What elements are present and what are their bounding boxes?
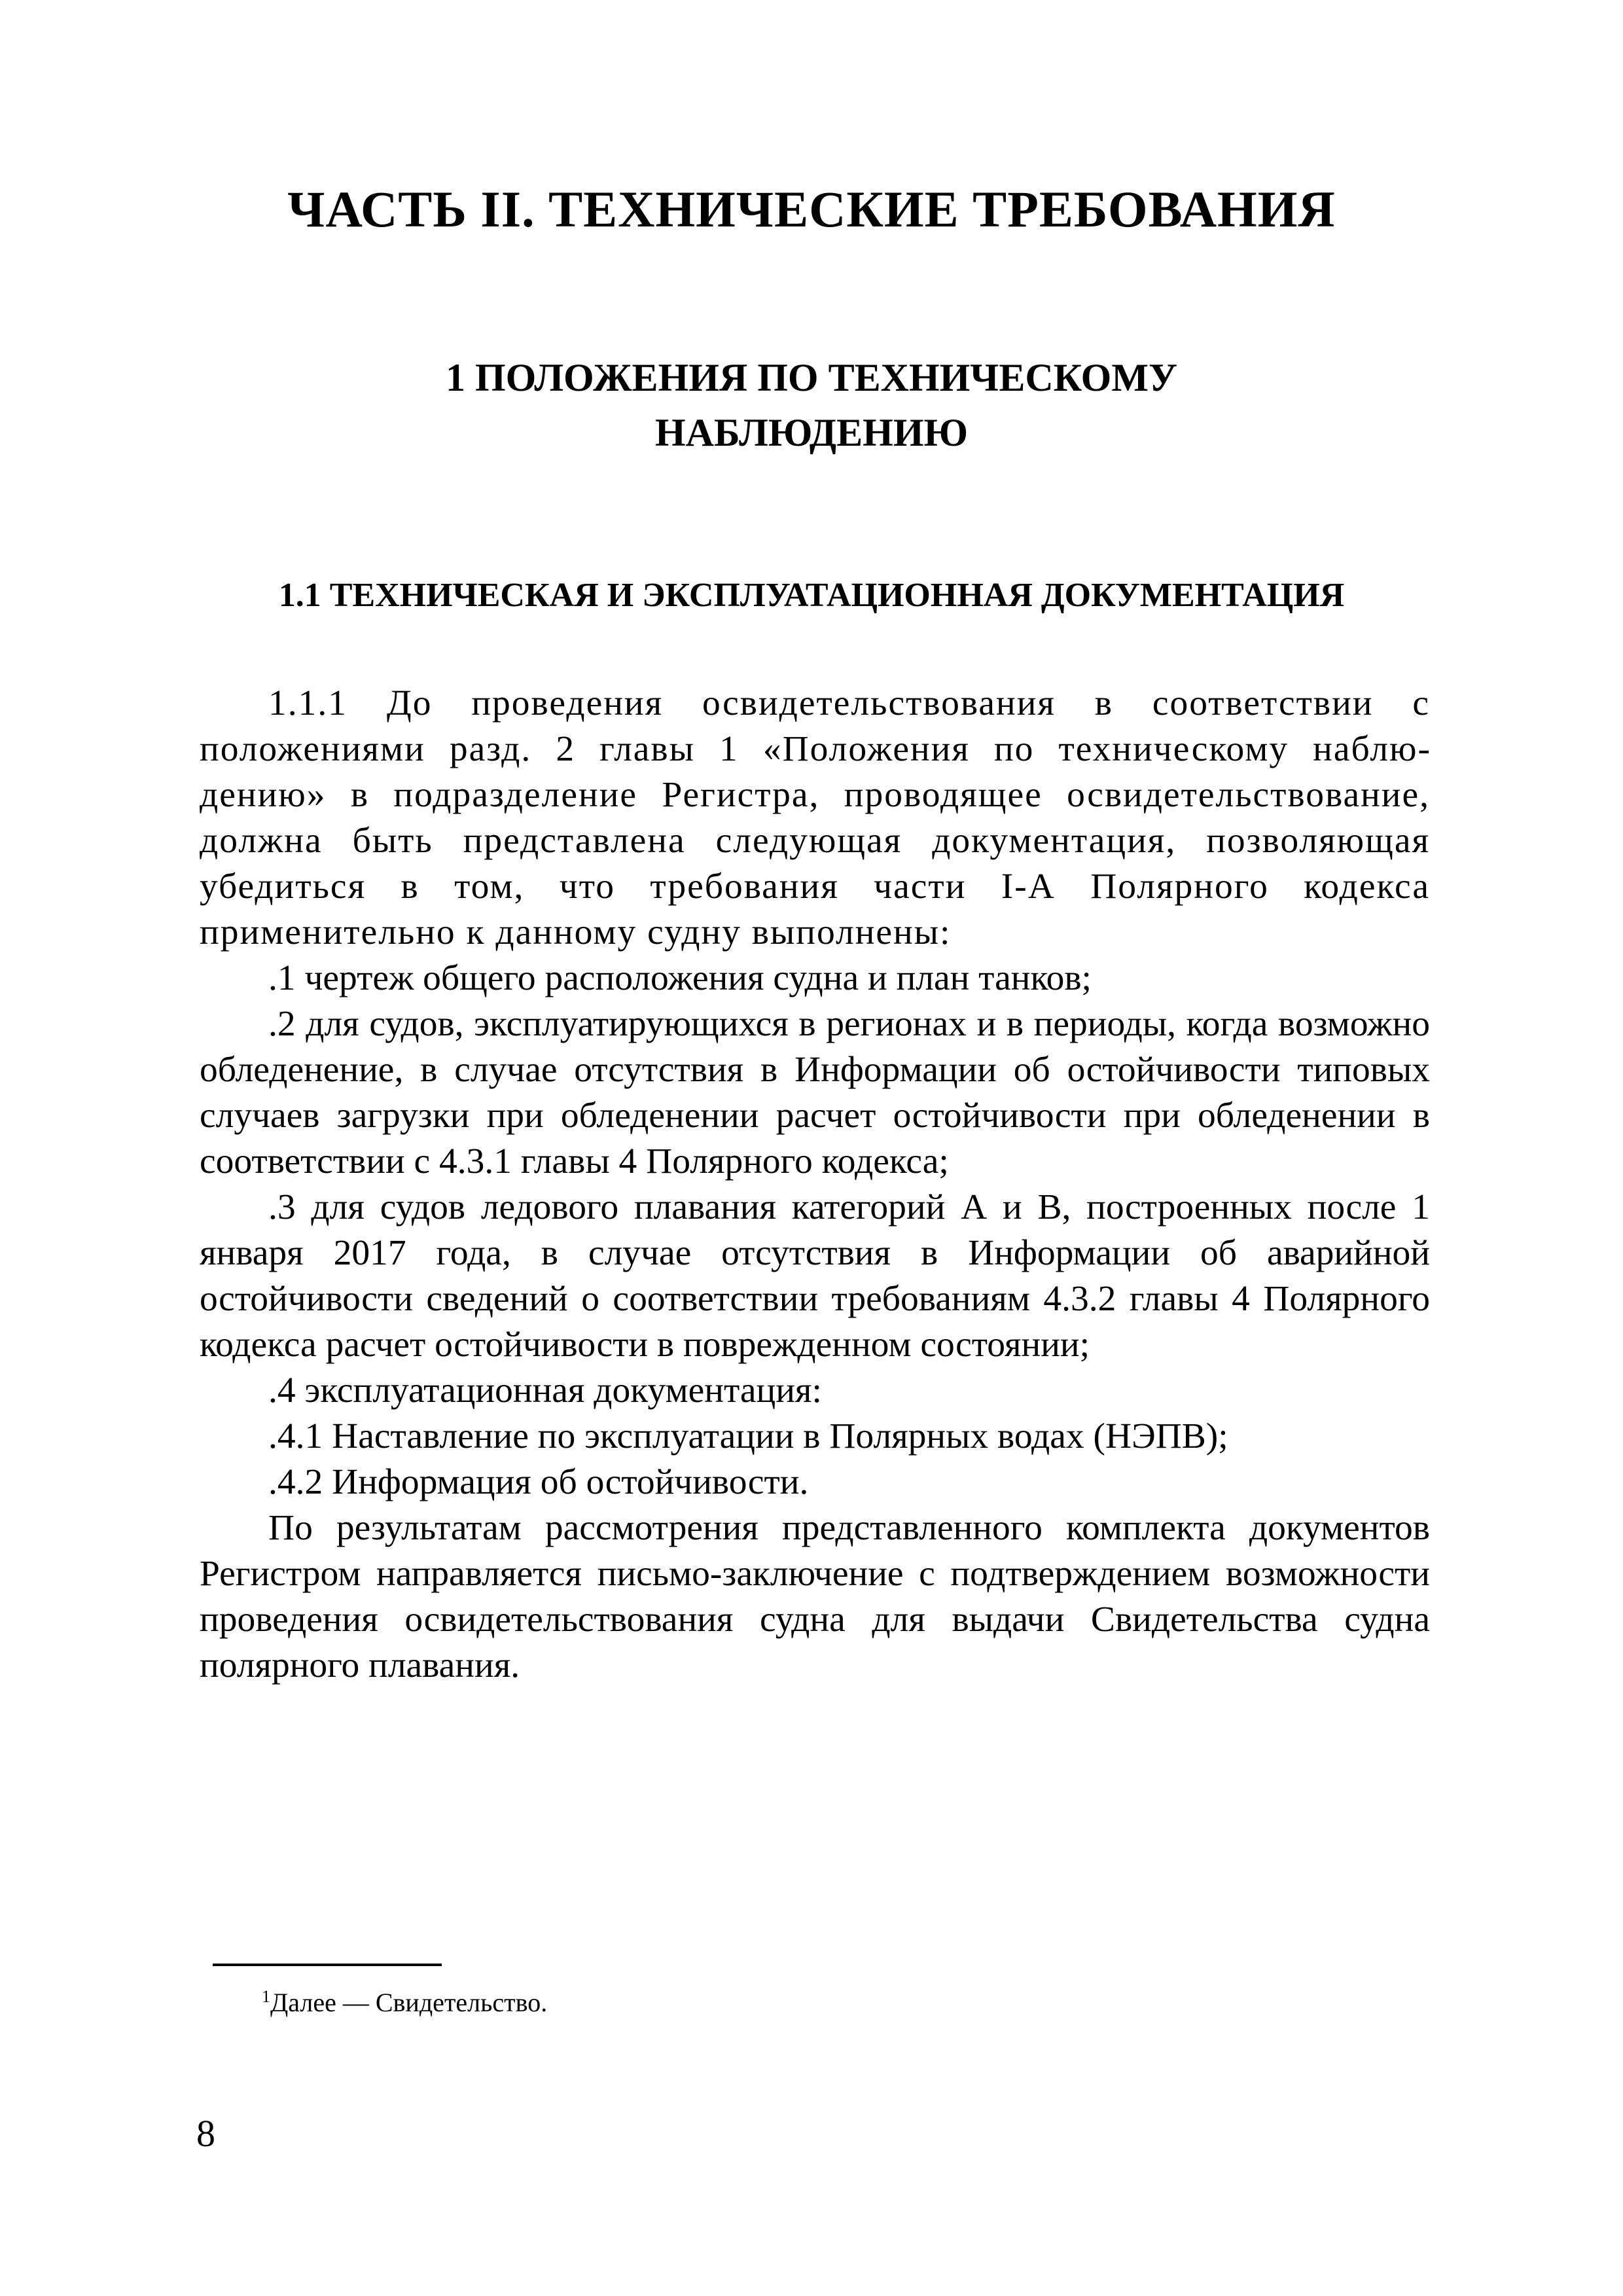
body-text bbox=[200, 681, 1430, 1689]
footnote-text: Далее — Свидетельство. bbox=[270, 1988, 548, 2017]
page-number: 8 bbox=[196, 2112, 215, 2155]
chapter-title bbox=[262, 350, 1361, 460]
list-item-1: .1 чертеж общего расположения судна и план танков; bbox=[268, 958, 1092, 998]
paragraph-1-1-1: 1.1.1 До проведения освидетельствования в соответствии с положениями разд. 2 главы 1 «Положения по техническому наблюдению» в подразделение Регистра, проводящее освидетельствование, должна быть представлена следующая документация, позволяющая убедиться в том, что требования части I-А Полярного кодекса применительно к данному судну выполнены: bbox=[200, 683, 1430, 952]
footnote-divider bbox=[213, 1964, 442, 1966]
chapter-title-line-2: НАБЛЮДЕНИЮ bbox=[654, 411, 969, 454]
list-item-4-2: .4.2 Информация об остойчивости. bbox=[268, 1462, 809, 1502]
part-title: ЧАСТЬ II. ТЕХНИЧЕСКИЕ ТРЕБОВАНИЯ bbox=[287, 181, 1336, 238]
section-title: 1.1 ТЕХНИЧЕСКАЯ И ЭКСПЛУАТАЦИОННАЯ ДОКУМЕНТАЦИЯ bbox=[278, 577, 1345, 614]
footnote-marker: 1 bbox=[262, 1987, 270, 2006]
list-item-3: .3 для судов ледового плавания категорий А и В, построенных после 1 января 2017 года, в случае отсутствия в Информации об аварийной остойчивости сведений о соответствии требованиям 4.3.2 главы 4 Полярного кодекса расчет остойчивости в поврежденном состоянии; bbox=[200, 1187, 1430, 1365]
list-item-4-1: .4.1 Наставление по эксплуатации в Полярных водах (НЭПВ); bbox=[268, 1416, 1228, 1456]
list-item-2: .2 для судов, эксплуатирующихся в регионах и в периоды, когда возможно обледенение, в случае отсутствия в Информации об остойчивости типовых случаев загрузки при обледенении расчет остойчивости при обледенении в соответствии с 4.3.1 главы 4 Полярного кодекса; bbox=[200, 1004, 1430, 1181]
chapter-title-line-1: 1 ПОЛОЖЕНИЯ ПО ТЕХНИЧЕСКОМУ bbox=[445, 356, 1178, 399]
list-item-4: .4 эксплуатационная документация: bbox=[268, 1371, 822, 1410]
closing-paragraph: По результатам рассмотрения представленного комплекта документов Регистром направляется письмо-заключение с подтверждением возможности проведения освидетельствования судна для выдачи Свидетельства судна полярного плавания. bbox=[200, 1508, 1430, 1685]
footnote bbox=[262, 1980, 547, 2020]
